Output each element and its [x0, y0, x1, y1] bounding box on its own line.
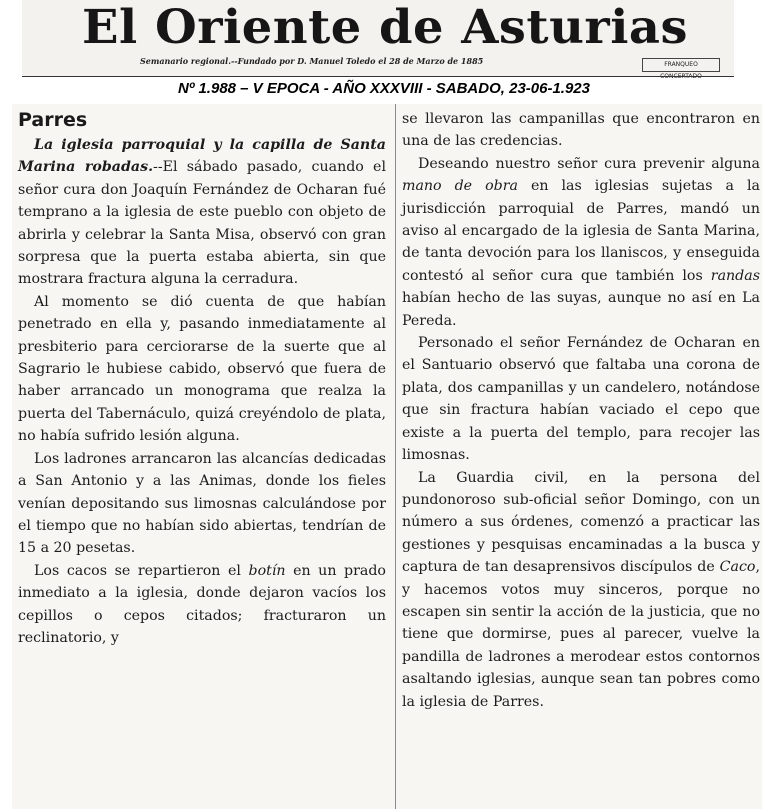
paragraph-5: [402, 153, 760, 332]
paragraph-1-body: --El sábado pasado, cuando el señor cura don Joaquín Fernández de Ocharan fué temprano a la iglesia de este pueblo con objeto de abrirla y celebrar la Santa Misa, observó con gran sorpresa que la puerta estaba abierta, sin que mostrara fractura alguna la cerradura.: [18, 159, 386, 288]
article-column-right: [402, 108, 760, 713]
article-column-left: [18, 108, 386, 649]
paragraph-5-text-a: Deseando nuestro señor cura prevenir alguna: [418, 155, 760, 172]
masthead-rule: [22, 76, 734, 77]
masthead: [22, 0, 734, 76]
paragraph-3: Los ladrones arrancaron las alcancías dedicadas a San Antonio y a las Animas, donde los fieles venían depositando sus limosnas calculándose por el tiempo que no habían sido abiertas, tendrían de 15 a 20 pesetas.: [18, 450, 386, 557]
paragraph-7-text-a: La Guardia civil, en la persona del pundonoroso sub-oficial señor Domingo, con un número a sus órdenes, comenzó a practicar las gestiones y pesquisas encaminadas a la busca y captura de tan desaprensivos discípulos de: [402, 469, 760, 576]
paragraph-7: [402, 467, 760, 713]
paragraph-4-text-a: Los cacos se repartieron el: [34, 562, 249, 579]
column-divider: [395, 104, 396, 809]
paragraph-5-text-c: habían hecho de las suyas, aunque no así en La Pereda.: [402, 290, 760, 329]
paragraph-4-continued: se llevaron las campanillas que encontraron en una de las credencias.: [402, 111, 760, 150]
paragraph-5-text-b: en las iglesias sujetas a la jurisdicción parroquial de Parres, mandó un aviso al encargado de la iglesia de Santa Marina, de tanta devoción para los llaniscos, y enseguida contestó al señor cura que también los: [402, 178, 761, 284]
paragraph-4: [18, 560, 386, 650]
paragraph-5-italic-b: randas: [710, 267, 760, 284]
section-title: Parres: [18, 109, 88, 131]
paragraph-1: [18, 134, 386, 291]
paragraph-5-italic-a: mano de obra: [402, 178, 518, 195]
paragraph-6: Personado el señor Fernández de Ocharan en el Santuario observó que faltaba una corona de plata, dos campanillas y un candelero, notándose que sin fractura habían vaciado el cepo que existe a la puerta del templo, para recojer las limosnas.: [402, 335, 760, 464]
postage-stamp: FRANQUEO: [642, 58, 720, 72]
paragraph-7-italic: Caco: [719, 559, 756, 576]
paragraph-7-text-b: , y hacemos votos muy sinceros, porque no escapen sin sentir la acción de la justicia, que no tiene que dormirse, pues al parecer, vuelve la pandilla de ladrones a merodear estos contornos asaltando iglesias, aunque sean tan pobres como la iglesia de Parres.: [402, 559, 760, 710]
paragraph-2: Al momento se dió cuenta de que habían penetrado en ella y, pasando inmediatamente al presbiterio para cerciorarse de la suerte que al Sagrario le hubiese cabido, observó que fuera de haber arrancado un monograma que realza la puerta del Tabernáculo, quizá creyéndolo de plata, no había sufrido lesión alguna.: [18, 293, 386, 445]
newspaper-title: El Oriente de Asturias: [81, 0, 689, 55]
newspaper-subtitle: Semanario regional.--Fundado por D. Manuel Toledo el 28 de Marzo de 1885: [140, 56, 484, 66]
paragraph-4-italic: botín: [248, 562, 286, 579]
paragraph-4-text-b: en un prado inmediato a la iglesia, donde dejaron vacíos los cepillos o cepos citados; fracturaron un reclinatorio, y: [18, 562, 386, 646]
edition-banner: Nº 1.988 – V EPOCA - AÑO XXXVIII - SABADO, 23-06-1.923: [177, 80, 590, 97]
article-lead-headline: La iglesia parroquial y la capilla de Santa Marina robadas.: [18, 137, 386, 176]
